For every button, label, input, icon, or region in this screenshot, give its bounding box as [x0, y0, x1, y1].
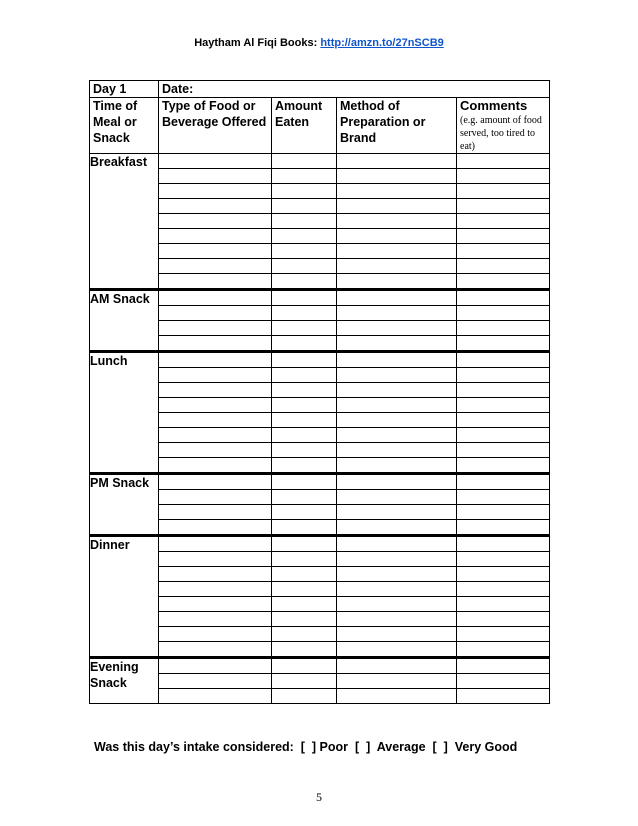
- amount-cell[interactable]: [272, 443, 337, 458]
- method-cell[interactable]: [337, 368, 457, 383]
- food-cell[interactable]: [159, 199, 272, 214]
- food-cell[interactable]: [159, 627, 272, 642]
- food-cell[interactable]: [159, 169, 272, 184]
- table-row: [90, 154, 550, 169]
- method-cell[interactable]: [337, 306, 457, 321]
- amount-cell[interactable]: [272, 520, 337, 536]
- method-cell[interactable]: [337, 274, 457, 290]
- meal-label: Dinner: [90, 536, 159, 658]
- amount-cell[interactable]: [272, 214, 337, 229]
- amount-cell[interactable]: [272, 658, 337, 674]
- amount-cell[interactable]: [272, 336, 337, 352]
- table-row: [90, 290, 550, 306]
- method-cell[interactable]: [337, 520, 457, 536]
- food-cell[interactable]: [159, 398, 272, 413]
- method-cell[interactable]: [337, 627, 457, 642]
- food-cell[interactable]: [159, 658, 272, 674]
- table-row: [90, 642, 550, 658]
- method-cell[interactable]: [337, 290, 457, 306]
- food-cell[interactable]: [159, 244, 272, 259]
- table-row: [90, 597, 550, 612]
- table-row: [90, 612, 550, 627]
- method-cell[interactable]: [337, 184, 457, 199]
- method-cell[interactable]: [337, 674, 457, 689]
- meal-label: PM Snack: [90, 474, 159, 536]
- amount-cell[interactable]: [272, 689, 337, 704]
- comments-cell[interactable]: [457, 428, 550, 443]
- comments-cell[interactable]: [457, 274, 550, 290]
- comments-cell[interactable]: [457, 199, 550, 214]
- table-row: [90, 352, 550, 368]
- comments-cell[interactable]: [457, 383, 550, 398]
- food-cell[interactable]: [159, 505, 272, 520]
- method-cell[interactable]: [337, 352, 457, 368]
- table-row: [90, 336, 550, 352]
- col-method-header: Method of Preparation or Brand: [337, 98, 457, 154]
- method-cell[interactable]: [337, 490, 457, 505]
- amount-cell[interactable]: [272, 612, 337, 627]
- comments-cell[interactable]: [457, 321, 550, 336]
- amount-cell[interactable]: [272, 597, 337, 612]
- amount-cell[interactable]: [272, 184, 337, 199]
- table-row: [90, 520, 550, 536]
- method-cell[interactable]: [337, 443, 457, 458]
- food-cell[interactable]: [159, 154, 272, 169]
- comments-cell[interactable]: [457, 597, 550, 612]
- comments-cell[interactable]: [457, 244, 550, 259]
- food-cell[interactable]: [159, 184, 272, 199]
- table-row: [90, 658, 550, 674]
- food-cell[interactable]: [159, 321, 272, 336]
- food-cell[interactable]: [159, 689, 272, 704]
- amount-cell[interactable]: [272, 552, 337, 567]
- header-prefix: Haytham Al Fiqi Books:: [194, 37, 321, 49]
- table-row: [90, 627, 550, 642]
- method-cell[interactable]: [337, 229, 457, 244]
- table-row: [90, 474, 550, 490]
- amount-cell[interactable]: [272, 244, 337, 259]
- table-row: [90, 413, 550, 428]
- comments-cell[interactable]: [457, 520, 550, 536]
- amount-cell[interactable]: [272, 413, 337, 428]
- method-cell[interactable]: [337, 214, 457, 229]
- table-row: [90, 552, 550, 567]
- comments-cell[interactable]: [457, 290, 550, 306]
- comments-cell[interactable]: [457, 567, 550, 582]
- page-header: [0, 37, 638, 49]
- intake-question-text: Was this day’s intake considered:: [94, 740, 294, 754]
- page-number: 5: [316, 790, 322, 804]
- table-row: [90, 259, 550, 274]
- method-cell[interactable]: [337, 658, 457, 674]
- table-row: [90, 199, 550, 214]
- food-cell[interactable]: [159, 306, 272, 321]
- comments-cell[interactable]: [457, 368, 550, 383]
- date-label[interactable]: Date:: [159, 81, 550, 98]
- food-cell[interactable]: [159, 612, 272, 627]
- method-cell[interactable]: [337, 458, 457, 474]
- amount-cell[interactable]: [272, 154, 337, 169]
- comments-cell[interactable]: [457, 169, 550, 184]
- table-row: [90, 244, 550, 259]
- amount-cell[interactable]: [272, 474, 337, 490]
- food-cell[interactable]: [159, 413, 272, 428]
- comments-cell[interactable]: [457, 474, 550, 490]
- food-cell[interactable]: [159, 490, 272, 505]
- amount-cell[interactable]: [272, 259, 337, 274]
- amount-cell[interactable]: [272, 383, 337, 398]
- day-row: [90, 81, 550, 98]
- table-row: [90, 184, 550, 199]
- col-food-header: Type of Food or Beverage Offered: [159, 98, 272, 154]
- column-header-row: [90, 98, 550, 154]
- amount-cell[interactable]: [272, 306, 337, 321]
- food-cell[interactable]: [159, 259, 272, 274]
- food-cell[interactable]: [159, 352, 272, 368]
- method-cell[interactable]: [337, 199, 457, 214]
- food-log-table: [89, 80, 550, 704]
- comments-cell[interactable]: [457, 398, 550, 413]
- food-cell[interactable]: [159, 229, 272, 244]
- method-cell[interactable]: [337, 398, 457, 413]
- amount-cell[interactable]: [272, 536, 337, 552]
- amount-cell[interactable]: [272, 199, 337, 214]
- meal-label: Lunch: [90, 352, 159, 474]
- comments-cell[interactable]: [457, 658, 550, 674]
- method-cell[interactable]: [337, 612, 457, 627]
- method-cell[interactable]: [337, 336, 457, 352]
- method-cell[interactable]: [337, 169, 457, 184]
- food-cell[interactable]: [159, 474, 272, 490]
- table-row: [90, 398, 550, 413]
- comments-cell[interactable]: [457, 259, 550, 274]
- amount-cell[interactable]: [272, 352, 337, 368]
- table-row: [90, 458, 550, 474]
- food-cell[interactable]: [159, 274, 272, 290]
- method-cell[interactable]: [337, 154, 457, 169]
- amount-cell[interactable]: [272, 567, 337, 582]
- food-cell[interactable]: [159, 428, 272, 443]
- method-cell[interactable]: [337, 642, 457, 658]
- comments-cell[interactable]: [457, 582, 550, 597]
- method-cell[interactable]: [337, 383, 457, 398]
- amount-cell[interactable]: [272, 368, 337, 383]
- comments-cell[interactable]: [457, 552, 550, 567]
- amount-cell[interactable]: [272, 169, 337, 184]
- comments-cell[interactable]: [457, 214, 550, 229]
- comments-cell[interactable]: [457, 184, 550, 199]
- meal-label: AM Snack: [90, 290, 159, 352]
- amount-cell[interactable]: [272, 458, 337, 474]
- table-row: [90, 582, 550, 597]
- table-row: [90, 505, 550, 520]
- amount-cell[interactable]: [272, 642, 337, 658]
- table-row: [90, 306, 550, 321]
- table-row: [90, 229, 550, 244]
- food-cell[interactable]: [159, 336, 272, 352]
- amount-cell[interactable]: [272, 290, 337, 306]
- comments-note: (e.g. amount of food served, too tired to eat): [460, 115, 542, 152]
- table-row: [90, 689, 550, 704]
- intake-question: [94, 740, 517, 754]
- food-cell[interactable]: [159, 674, 272, 689]
- amount-cell[interactable]: [272, 229, 337, 244]
- food-cell[interactable]: [159, 536, 272, 552]
- amount-cell[interactable]: [272, 582, 337, 597]
- comments-cell[interactable]: [457, 689, 550, 704]
- food-cell[interactable]: [159, 383, 272, 398]
- comments-cell[interactable]: [457, 458, 550, 474]
- comments-cell[interactable]: [457, 627, 550, 642]
- food-cell[interactable]: [159, 214, 272, 229]
- food-cell[interactable]: [159, 552, 272, 567]
- method-cell[interactable]: [337, 582, 457, 597]
- comments-cell[interactable]: [457, 505, 550, 520]
- amount-cell[interactable]: [272, 674, 337, 689]
- col-comments-header: [457, 98, 550, 154]
- method-cell[interactable]: [337, 552, 457, 567]
- day-label: Day 1: [90, 81, 159, 98]
- meal-label: Breakfast: [90, 154, 159, 290]
- table-row: [90, 214, 550, 229]
- amount-cell[interactable]: [272, 428, 337, 443]
- comments-cell[interactable]: [457, 612, 550, 627]
- comments-title: Comments: [460, 98, 528, 113]
- comments-cell[interactable]: [457, 490, 550, 505]
- amount-cell[interactable]: [272, 274, 337, 290]
- method-cell[interactable]: [337, 567, 457, 582]
- food-cell[interactable]: [159, 567, 272, 582]
- intake-options[interactable]: [ ] Poor [ ] Average [ ] Very Good: [300, 740, 518, 754]
- food-cell[interactable]: [159, 368, 272, 383]
- comments-cell[interactable]: [457, 352, 550, 368]
- meal-label: Evening Snack: [90, 658, 159, 704]
- amount-cell[interactable]: [272, 398, 337, 413]
- method-cell[interactable]: [337, 689, 457, 704]
- food-cell[interactable]: [159, 582, 272, 597]
- table-row: [90, 536, 550, 552]
- comments-cell[interactable]: [457, 306, 550, 321]
- method-cell[interactable]: [337, 428, 457, 443]
- amount-cell[interactable]: [272, 490, 337, 505]
- amount-cell[interactable]: [272, 627, 337, 642]
- food-cell[interactable]: [159, 597, 272, 612]
- comments-cell[interactable]: [457, 443, 550, 458]
- comments-cell[interactable]: [457, 154, 550, 169]
- comments-cell[interactable]: [457, 229, 550, 244]
- col-amount-header: Amount Eaten: [272, 98, 337, 154]
- method-cell[interactable]: [337, 259, 457, 274]
- comments-cell[interactable]: [457, 336, 550, 352]
- method-cell[interactable]: [337, 474, 457, 490]
- food-cell[interactable]: [159, 642, 272, 658]
- table-row: [90, 674, 550, 689]
- comments-cell[interactable]: [457, 642, 550, 658]
- table-row: [90, 169, 550, 184]
- table-row: [90, 567, 550, 582]
- table-row: [90, 321, 550, 336]
- table-row: [90, 428, 550, 443]
- method-cell[interactable]: [337, 413, 457, 428]
- method-cell[interactable]: [337, 536, 457, 552]
- table-row: [90, 490, 550, 505]
- food-cell[interactable]: [159, 443, 272, 458]
- comments-cell[interactable]: [457, 674, 550, 689]
- col-time-header: Time of Meal or Snack: [90, 98, 159, 154]
- table-row: [90, 274, 550, 290]
- amount-cell[interactable]: [272, 321, 337, 336]
- table-row: [90, 368, 550, 383]
- table-row: [90, 383, 550, 398]
- method-cell[interactable]: [337, 597, 457, 612]
- method-cell[interactable]: [337, 321, 457, 336]
- food-cell[interactable]: [159, 520, 272, 536]
- amount-cell[interactable]: [272, 505, 337, 520]
- food-cell[interactable]: [159, 290, 272, 306]
- method-cell[interactable]: [337, 505, 457, 520]
- comments-cell[interactable]: [457, 536, 550, 552]
- method-cell[interactable]: [337, 244, 457, 259]
- comments-cell[interactable]: [457, 413, 550, 428]
- food-cell[interactable]: [159, 458, 272, 474]
- header-link[interactable]: http://amzn.to/27nSCB9: [320, 37, 444, 49]
- table-row: [90, 443, 550, 458]
